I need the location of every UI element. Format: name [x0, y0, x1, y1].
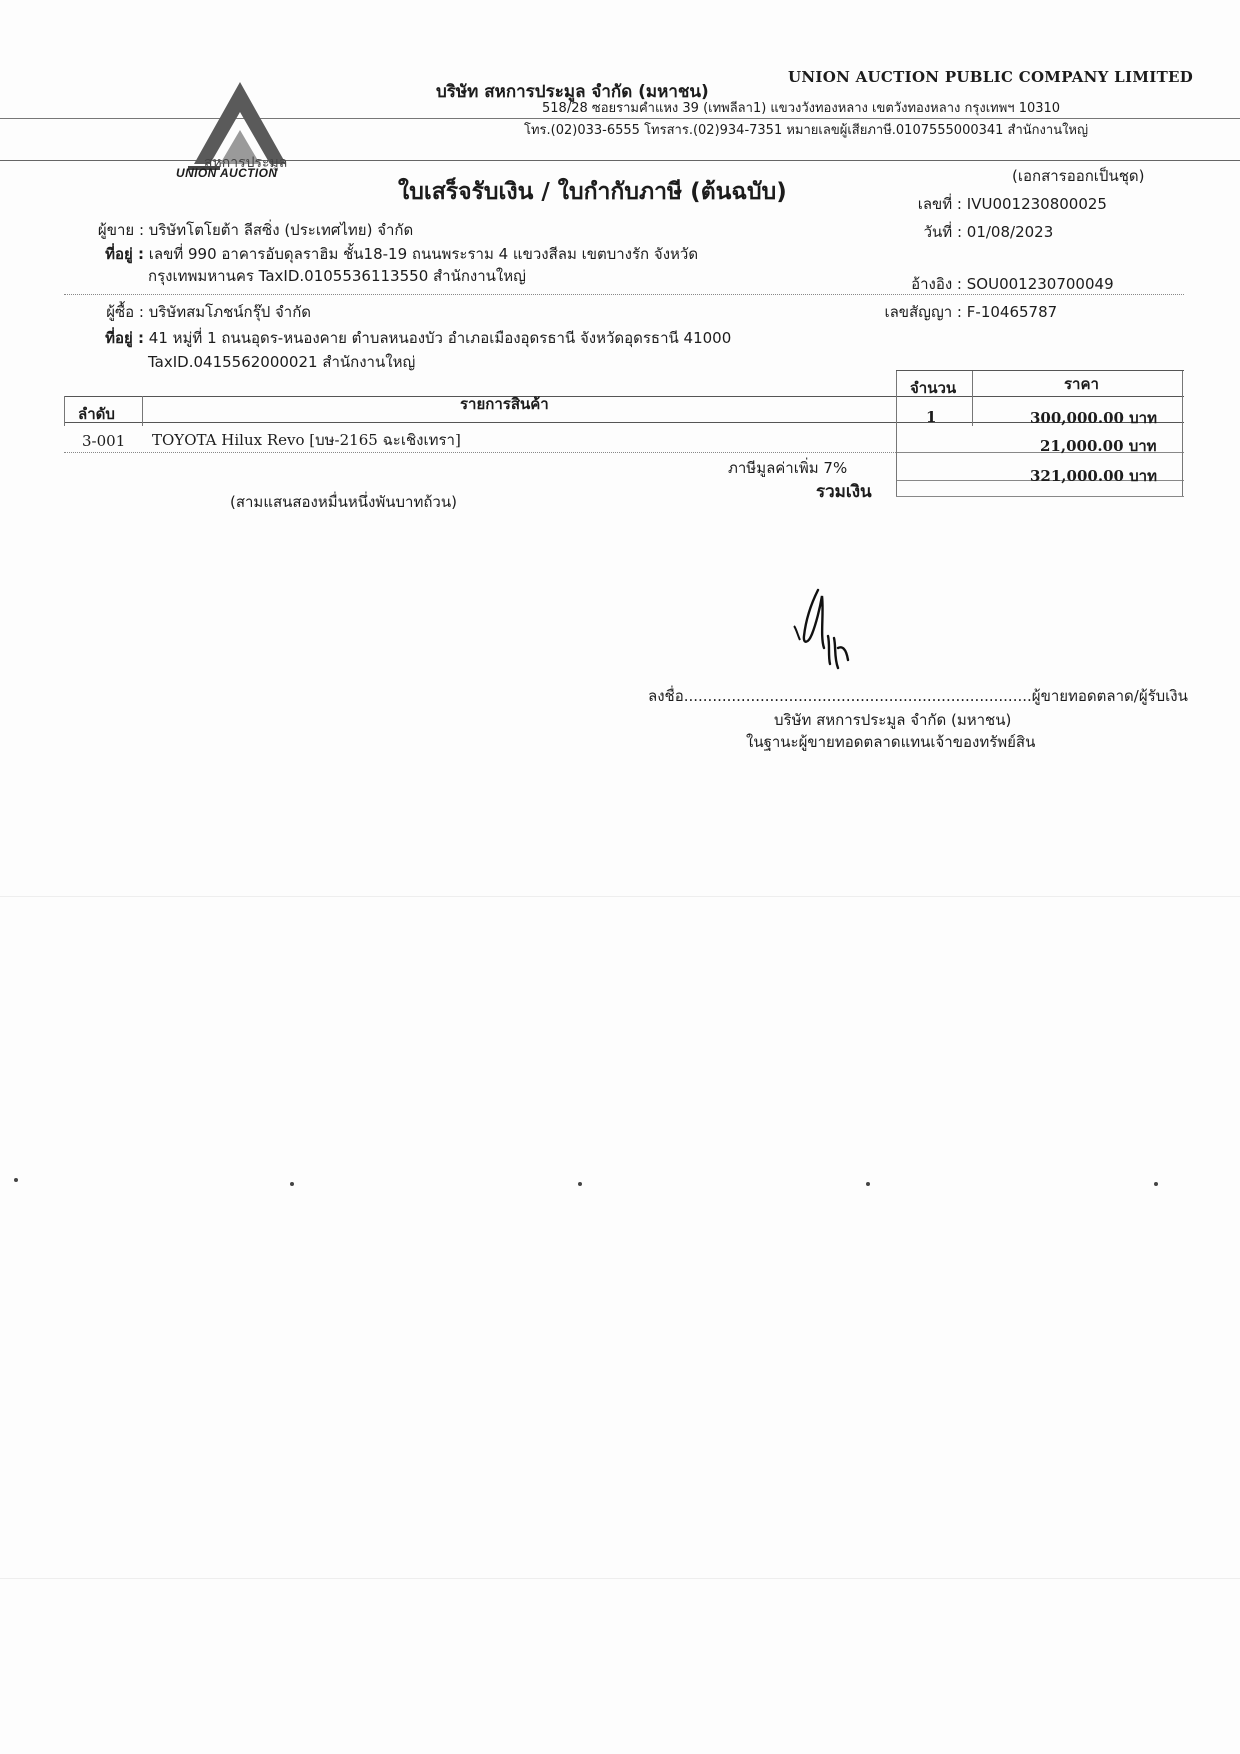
table-vline-qty: [896, 370, 897, 496]
seller-label: ผู้ขาย :: [97, 221, 144, 239]
doc-number: IVU001230800025: [966, 195, 1107, 213]
buyer-address-row: [80, 326, 731, 350]
row-seq: 3-001: [82, 432, 126, 450]
document-title: ใบเสร็จรับเงิน / ใบกำกับภาษี (ต้นฉบับ): [398, 179, 787, 205]
total-label: รวมเงิน: [816, 482, 872, 502]
buyer-name: บริษัทสมโภชน์กรุ๊ป จำกัด: [148, 303, 312, 321]
copy-note: (เอกสารออกเป็นชุด): [1012, 167, 1145, 185]
doc-contract-label: เลขสัญญา :: [884, 303, 962, 321]
logo-text-th: สหการประมูล: [204, 155, 288, 171]
scan-speck: [290, 1182, 294, 1186]
table-vline-price: [972, 370, 973, 426]
header-item: รายการสินค้า: [460, 395, 549, 413]
table-header-line: [64, 422, 1184, 423]
table-head-top-line: [896, 370, 1184, 371]
seller-address-row: [80, 242, 698, 266]
table-top-line: [64, 396, 1184, 397]
table-vline-seq: [142, 396, 143, 426]
doc-date: 01/08/2023: [966, 223, 1054, 241]
buyer-label: ผู้ซื้อ :: [106, 303, 144, 321]
scan-speck: [578, 1182, 582, 1186]
scan-speck: [1154, 1182, 1158, 1186]
doc-contract-row: [870, 300, 1057, 324]
doc-date-row: [870, 220, 1053, 244]
amount-in-words: (สามแสนสองหมื่นหนึ่งพันบาทถ้วน): [230, 493, 457, 511]
signature-image: [790, 584, 870, 676]
doc-ref-row: [870, 272, 1114, 296]
scan-speck: [14, 1178, 18, 1182]
company-name-th: บริษัท สหการประมูล จำกัด (มหาชน): [436, 82, 709, 102]
row-qty: 1: [926, 408, 937, 426]
signature-company: บริษัท สหการประมูล จำกัด (มหาชน): [774, 711, 1012, 729]
table-vline-right: [1182, 370, 1183, 496]
total-bottom-line: [896, 496, 1184, 497]
row-price: [1030, 406, 1157, 430]
buyer-address-2: TaxID.0415562000021 สำนักงานใหญ่: [148, 353, 416, 371]
seller-row: [80, 218, 413, 242]
doc-ref: SOU001230700049: [966, 275, 1114, 293]
doc-ref-label: อ้างอิง :: [911, 275, 962, 293]
buyer-address-1: 41 หมู่ที่ 1 ถนนอุดร-หนองคาย ตำบลหนองบัว อำเภอเมืองอุดรธานี จังหวัดอุดรธานี 41000: [148, 329, 732, 347]
header-seq: ลำดับ: [78, 405, 115, 423]
buyer-row: [80, 300, 311, 324]
vat-label: ภาษีมูลค่าเพิ่ม 7%: [728, 459, 848, 477]
seller-address-label: ที่อยู่ :: [105, 245, 144, 263]
doc-number-label: เลขที่ :: [917, 195, 962, 213]
table-vline-left: [64, 396, 65, 426]
seller-address-2: กรุงเทพมหานคร TaxID.0105536113550 สำนักงานใหญ่: [148, 267, 526, 285]
header-qty: จำนวน: [910, 379, 957, 397]
doc-number-row: [870, 192, 1107, 216]
company-address: 518/28 ซอยรามคำแหง 39 (เทพลีลา1) แขวงวังทองหลาง เขตวังทองหลาง กรุงเทพฯ 10310: [542, 101, 1061, 116]
scan-artifact-line: [0, 896, 1240, 897]
seller-address-1: เลขที่ 990 อาคารอับดุลราฮิม ชั้น18-19 ถนนพระราม 4 แขวงสีลม เขตบางรัก จังหวัด: [148, 245, 699, 263]
vat-value: 21,000.00 บาท: [1040, 437, 1157, 455]
header-price: ราคา: [1064, 375, 1099, 393]
row-price-value: 300,000.00 บาท: [1030, 409, 1157, 427]
signature-line: ลงชื่อ.........................................................................ผู้ขายทอดตลาด/ผู้รับเงิน: [648, 687, 1188, 705]
signature-capacity: ในฐานะผู้ขายทอดตลาดแทนเจ้าของทรัพย์สิน: [746, 733, 1036, 751]
doc-date-label: วันที่ :: [923, 223, 962, 241]
scan-speck: [866, 1182, 870, 1186]
scan-artifact-line: [0, 1578, 1240, 1579]
logo-text-en: UNION AUCTION: [176, 166, 278, 180]
buyer-address-label: ที่อยู่ :: [105, 329, 144, 347]
items-table: [64, 370, 1188, 500]
seller-name: บริษัทโตโยต้า ลีสซิ่ง (ประเทศไทย) จำกัด: [148, 221, 414, 239]
row-item: TOYOTA Hilux Revo [บษ-2165 ฉะเชิงเทรา]: [152, 431, 461, 449]
total-value: 321,000.00 บาท: [1030, 467, 1157, 485]
company-contact: โทร.(02)033-6555 โทรสาร.(02)934-7351 หมายเลขผู้เสียภาษี.0107555000341 สำนักงานใหญ่: [524, 123, 1089, 138]
company-name-en: UNION AUCTION PUBLIC COMPANY LIMITED: [788, 68, 1194, 86]
doc-contract: F-10465787: [966, 303, 1058, 321]
